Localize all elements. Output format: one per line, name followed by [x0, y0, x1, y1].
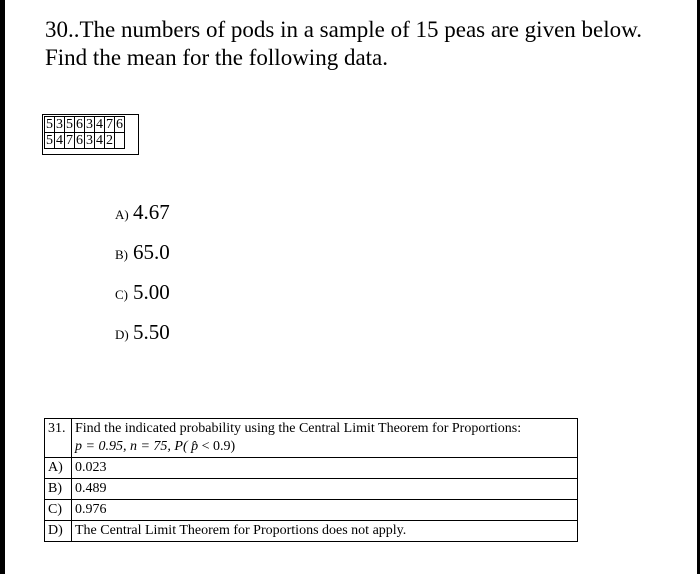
choice-d[interactable]: [115, 320, 170, 360]
q31-prompt: Find the indicated probability using the Central Limit Theorem for Proportions:: [75, 421, 522, 436]
data-cell: 7: [66, 133, 73, 148]
data-cell: 3: [86, 133, 93, 148]
option-label: B): [45, 479, 72, 500]
data-cell: 6: [76, 117, 83, 132]
data-cell: 4: [96, 117, 103, 132]
data-cell: 5: [46, 133, 53, 148]
option-text: 0.489: [72, 479, 578, 500]
option-text: 0.023: [72, 458, 578, 479]
formula-p-hat: p̂: [191, 439, 199, 454]
data-cell: 7: [106, 117, 113, 132]
data-cell: 5: [46, 117, 53, 132]
q31-prompt-row: [45, 419, 578, 458]
data-cell: 5: [66, 117, 73, 132]
data-cell: 3: [56, 117, 63, 132]
data-cell: 3: [86, 117, 93, 132]
question-30: [45, 16, 642, 72]
formula-p: p = 0.95,: [75, 439, 130, 454]
data-cell: 2: [106, 133, 113, 148]
question-31-table: [44, 418, 578, 542]
q31-formula: [75, 438, 574, 456]
choice-value: 4.67: [133, 200, 170, 224]
data-row-2: [45, 133, 125, 149]
data-cell: [115, 133, 125, 149]
choice-c[interactable]: [115, 280, 170, 320]
q31-option-b[interactable]: [45, 479, 578, 500]
data-cell: 6: [76, 133, 83, 148]
formula-prob-open: P(: [174, 439, 192, 454]
choice-label: B): [115, 247, 128, 262]
q31-number: 31.: [45, 419, 72, 458]
choice-label: C): [115, 287, 128, 302]
answer-choices: [115, 200, 170, 360]
choice-a[interactable]: [115, 200, 170, 240]
pods-data-table: [44, 116, 125, 149]
q31-option-c[interactable]: [45, 500, 578, 521]
option-label: D): [45, 521, 72, 542]
question-line-2: Find the mean for the following data.: [45, 45, 389, 70]
choice-value: 5.50: [133, 320, 170, 344]
question-line-1: 30..The numbers of pods in a sample of 15 peas are given below.: [45, 17, 642, 42]
option-label: A): [45, 458, 72, 479]
option-label: C): [45, 500, 72, 521]
q31-option-a[interactable]: [45, 458, 578, 479]
data-cell: 6: [116, 117, 123, 132]
q31-option-d[interactable]: [45, 521, 578, 542]
choice-value: 65.0: [133, 240, 170, 264]
q31-prompt-cell: [72, 419, 578, 458]
choice-label: A): [115, 207, 129, 222]
option-text: 0.976: [72, 500, 578, 521]
formula-prob-close: < 0.9): [198, 439, 236, 454]
choice-label: D): [115, 327, 129, 342]
data-cell: 4: [96, 133, 103, 148]
formula-n: n = 75,: [129, 439, 175, 454]
data-cell: 4: [56, 133, 63, 148]
data-row-1: [45, 117, 125, 133]
choice-b[interactable]: [115, 240, 170, 280]
option-text: The Central Limit Theorem for Proportions does not apply.: [72, 521, 578, 542]
choice-value: 5.00: [133, 280, 170, 304]
